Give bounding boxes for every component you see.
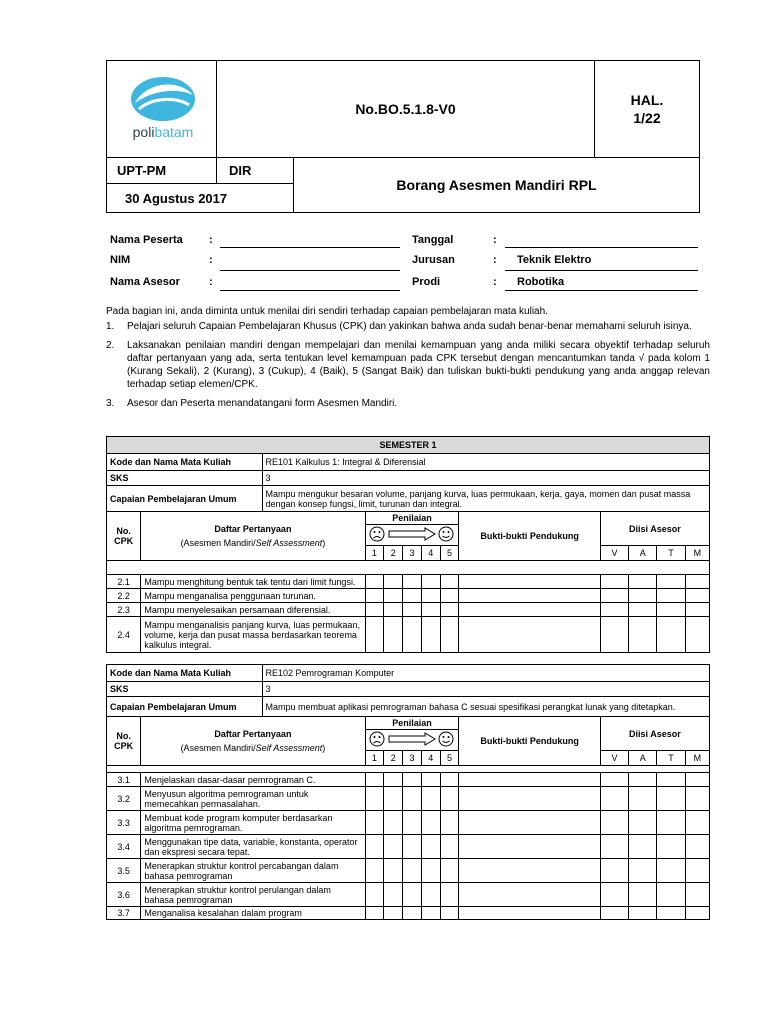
cpk-question: Menggunakan tipe data, variable, konstanta, operator dan ekspresi secara tepat.	[141, 835, 365, 859]
cpk-question: Menerapkan struktur kontrol percabangan dalam bahasa pemrograman	[141, 859, 365, 883]
asesor-cell[interactable]	[600, 835, 628, 859]
prodi-field[interactable]	[505, 290, 698, 291]
score-cell[interactable]	[440, 787, 459, 811]
prodi-value: Robotika	[517, 276, 565, 288]
daftar-header	[141, 717, 365, 766]
score-cell[interactable]	[365, 603, 384, 617]
score-cell[interactable]	[403, 787, 422, 811]
daftar-header	[141, 512, 365, 561]
colon: :	[493, 234, 497, 246]
asesor-cell[interactable]	[629, 883, 657, 907]
asesor-cell[interactable]	[629, 589, 657, 603]
score-cell[interactable]	[440, 589, 459, 603]
label-tanggal: Tanggal	[412, 234, 454, 246]
capaian-label: Capaian Pembelajaran Umum	[107, 486, 263, 512]
score-cell[interactable]	[365, 575, 384, 589]
score-cell[interactable]	[365, 589, 384, 603]
score-5: 5	[440, 751, 459, 766]
score-cell[interactable]	[384, 603, 403, 617]
score-cell[interactable]	[384, 589, 403, 603]
score-cell[interactable]	[384, 811, 403, 835]
document-header	[106, 60, 700, 213]
label-nim: NIM	[110, 254, 131, 266]
vatm-v: V	[600, 546, 628, 561]
no-cpk-line2: CPK	[114, 536, 134, 546]
instruction-number: 3.	[106, 398, 115, 409]
score-3: 3	[403, 751, 422, 766]
score-cell[interactable]	[384, 575, 403, 589]
colon: :	[209, 276, 213, 288]
asesmen-b: Self Assessment	[255, 743, 323, 753]
asesor-cell[interactable]	[600, 617, 628, 653]
sks-value: 3	[262, 682, 709, 697]
score-cell[interactable]	[440, 859, 459, 883]
score-cell[interactable]	[421, 907, 440, 920]
table-row	[107, 859, 710, 883]
sks-label: SKS	[107, 471, 263, 486]
table-row	[107, 835, 710, 859]
asesor-cell[interactable]	[657, 835, 685, 859]
score-cell[interactable]	[421, 859, 440, 883]
capaian-value: Mampu membuat aplikasi pemrograman bahasa C sesuai spesifikasi perangkat lunak yang ditetapkan.	[262, 697, 709, 717]
bukti-header: Bukti-bukti Pendukung	[459, 512, 600, 561]
asesor-cell[interactable]	[629, 773, 657, 787]
cpk-question: Membuat kode program komputer berdasarkan algoritma pemrograman.	[141, 811, 365, 835]
logo-cell	[107, 61, 217, 158]
instructions-lead: Pada bagian ini, anda diminta untuk menilai diri sendiri terhadap capaian pembelajaran mata kuliah.	[106, 306, 548, 317]
sks-value: 3	[262, 471, 709, 486]
table-row	[107, 773, 710, 787]
score-cell[interactable]	[365, 859, 384, 883]
score-cell[interactable]	[421, 589, 440, 603]
course-table-1	[106, 436, 710, 653]
bukti-cell[interactable]	[459, 575, 600, 589]
score-2: 2	[384, 546, 403, 561]
score-1: 1	[365, 751, 384, 766]
asesor-cell[interactable]	[685, 883, 709, 907]
asesor-cell[interactable]	[657, 811, 685, 835]
instruction-item	[106, 397, 710, 410]
asesmen-a: (Asesmen Mandiri/	[180, 743, 256, 753]
asesor-cell[interactable]	[657, 859, 685, 883]
score-2: 2	[384, 751, 403, 766]
score-4: 4	[421, 751, 440, 766]
cpk-number: 2.2	[107, 589, 141, 603]
spacer-row	[107, 766, 710, 773]
jurusan-field[interactable]	[505, 270, 698, 271]
asesor-cell[interactable]	[685, 787, 709, 811]
dir-label: DIR	[217, 158, 294, 184]
logo-text-batam: batam	[153, 123, 193, 140]
asesmen-a: (Asesmen Mandiri/	[180, 538, 256, 548]
page-number: 1/22	[633, 110, 661, 126]
cpk-question: Mampu menghitung bentuk tak tentu dari limit fungsi.	[141, 575, 365, 589]
score-cell[interactable]	[384, 883, 403, 907]
asesor-cell[interactable]	[657, 617, 685, 653]
score-cell[interactable]	[384, 773, 403, 787]
score-4: 4	[421, 546, 440, 561]
kode-value: RE101 Kalkulus 1: Integral & Diferensial	[262, 454, 709, 471]
score-cell[interactable]	[384, 907, 403, 920]
diisi-header: Diisi Asesor	[600, 512, 709, 546]
score-1: 1	[365, 546, 384, 561]
cpk-number: 2.1	[107, 575, 141, 589]
asesor-cell[interactable]	[600, 907, 628, 920]
score-cell[interactable]	[365, 883, 384, 907]
score-cell[interactable]	[365, 907, 384, 920]
vatm-a: A	[629, 751, 657, 766]
asesor-cell[interactable]	[685, 589, 709, 603]
svg-text:polibatam	[132, 124, 193, 140]
score-cell[interactable]	[421, 811, 440, 835]
asesor-cell[interactable]	[685, 907, 709, 920]
score-3: 3	[403, 546, 422, 561]
asesor-cell[interactable]	[685, 617, 709, 653]
score-cell[interactable]	[365, 787, 384, 811]
score-cell[interactable]	[403, 575, 422, 589]
score-cell[interactable]	[440, 603, 459, 617]
tanggal-field[interactable]	[505, 247, 698, 248]
score-cell[interactable]	[421, 883, 440, 907]
document-date: 30 Agustus 2017	[107, 184, 294, 213]
unit-label: UPT-PM	[107, 158, 217, 184]
label-jurusan: Jurusan	[412, 254, 455, 266]
cpk-number: 2.3	[107, 603, 141, 617]
asesor-cell[interactable]	[629, 617, 657, 653]
score-5: 5	[440, 546, 459, 561]
polibatam-logo-icon	[117, 71, 207, 143]
instruction-number: 1.	[106, 321, 115, 332]
asesor-cell[interactable]	[657, 773, 685, 787]
table-row	[107, 603, 710, 617]
doc-number: No.BO.5.1.8-V0	[217, 61, 595, 158]
bukti-cell[interactable]	[459, 859, 600, 883]
score-cell[interactable]	[421, 773, 440, 787]
asesor-cell[interactable]	[685, 575, 709, 589]
table-row	[107, 589, 710, 603]
rating-scale	[365, 525, 459, 546]
asesor-cell[interactable]	[629, 859, 657, 883]
capaian-label: Capaian Pembelajaran Umum	[107, 697, 263, 717]
cpk-question: Menjelaskan dasar-dasar pemrograman C.	[141, 773, 365, 787]
bukti-cell[interactable]	[459, 907, 600, 920]
score-cell[interactable]	[421, 603, 440, 617]
score-cell[interactable]	[365, 773, 384, 787]
score-cell[interactable]	[440, 835, 459, 859]
logo-text-poli: poli	[132, 123, 154, 140]
kode-label: Kode dan Nama Mata Kuliah	[107, 665, 263, 682]
vatm-t: T	[657, 546, 685, 561]
vatm-v: V	[600, 751, 628, 766]
asesor-cell[interactable]	[629, 575, 657, 589]
colon: :	[493, 254, 497, 266]
cpk-number: 3.3	[107, 811, 141, 835]
instruction-item	[106, 339, 710, 391]
sad-to-happy-icon	[369, 526, 455, 542]
spacer-row	[107, 561, 710, 575]
table-row	[107, 811, 710, 835]
form-title: Borang Asesmen Mandiri RPL	[294, 158, 700, 213]
score-cell[interactable]	[440, 883, 459, 907]
asesor-cell[interactable]	[629, 811, 657, 835]
page-cell	[595, 61, 700, 158]
asesmen-c: )	[322, 538, 326, 548]
asesor-cell[interactable]	[657, 575, 685, 589]
instruction-text: Asesor dan Peserta menandatangani form Asesmen Mandiri.	[127, 398, 398, 409]
score-cell[interactable]	[365, 617, 384, 653]
score-cell[interactable]	[365, 835, 384, 859]
cpk-question: Mampu menganalisa penggunaan turunan.	[141, 589, 365, 603]
table-row	[107, 907, 710, 920]
score-cell[interactable]	[440, 907, 459, 920]
asesor-cell[interactable]	[685, 603, 709, 617]
asesor-cell[interactable]	[657, 589, 685, 603]
table-row	[107, 787, 710, 811]
instructions-list	[106, 320, 710, 410]
asesor-cell[interactable]	[600, 883, 628, 907]
colon: :	[493, 276, 497, 288]
score-cell[interactable]	[440, 811, 459, 835]
score-cell[interactable]	[440, 575, 459, 589]
cpk-number: 3.2	[107, 787, 141, 811]
nama-peserta-field[interactable]	[220, 247, 400, 248]
no-cpk-line1: No.	[116, 731, 131, 741]
rating-scale	[365, 730, 459, 751]
vatm-a: A	[629, 546, 657, 561]
bukti-cell[interactable]	[459, 787, 600, 811]
cpk-question: Mampu menyelesaikan persamaan diferensial.	[141, 603, 365, 617]
table-row	[107, 883, 710, 907]
asesor-cell[interactable]	[685, 811, 709, 835]
score-cell[interactable]	[403, 617, 422, 653]
vatm-m: M	[685, 546, 709, 561]
sad-to-happy-icon	[369, 731, 455, 747]
asesor-cell[interactable]	[685, 773, 709, 787]
sks-label: SKS	[107, 682, 263, 697]
vatm-t: T	[657, 751, 685, 766]
score-cell[interactable]	[421, 787, 440, 811]
jurusan-value: Teknik Elektro	[517, 254, 592, 266]
asesor-cell[interactable]	[629, 603, 657, 617]
cpk-number: 2.4	[107, 617, 141, 653]
bukti-cell[interactable]	[459, 603, 600, 617]
nim-field[interactable]	[220, 270, 400, 271]
no-cpk-line2: CPK	[114, 741, 134, 751]
score-cell[interactable]	[403, 907, 422, 920]
instructions	[106, 305, 710, 416]
bukti-cell[interactable]	[459, 617, 600, 653]
daftar-title: Daftar Pertanyaan	[214, 729, 292, 739]
diisi-header: Diisi Asesor	[600, 717, 709, 751]
asesor-cell[interactable]	[600, 811, 628, 835]
score-cell[interactable]	[440, 773, 459, 787]
instruction-text: Pelajari seluruh Capaian Pembelajaran Khusus (CPK) dan yakinkan bahwa anda sudah benar-benar memahami seluruh isinya.	[127, 321, 692, 332]
score-cell[interactable]	[403, 835, 422, 859]
no-cpk-header	[107, 512, 141, 561]
asesor-cell[interactable]	[600, 603, 628, 617]
penilaian-header: Penilaian	[365, 512, 459, 525]
asesor-cell[interactable]	[657, 907, 685, 920]
daftar-subtitle	[144, 743, 361, 753]
table-row	[107, 617, 710, 653]
colon: :	[209, 254, 213, 266]
semester-header: SEMESTER 1	[107, 437, 710, 454]
score-cell[interactable]	[421, 617, 440, 653]
bukti-header: Bukti-bukti Pendukung	[459, 717, 600, 766]
bukti-cell[interactable]	[459, 883, 600, 907]
cpk-number: 3.5	[107, 859, 141, 883]
cpk-number: 3.6	[107, 883, 141, 907]
asesor-cell[interactable]	[600, 859, 628, 883]
cpk-question: Menerapkan struktur kontrol perulangan dalam bahasa pemrograman	[141, 883, 365, 907]
asesor-cell[interactable]	[600, 575, 628, 589]
asesor-cell[interactable]	[600, 773, 628, 787]
score-cell[interactable]	[403, 589, 422, 603]
vatm-m: M	[685, 751, 709, 766]
score-cell[interactable]	[403, 859, 422, 883]
daftar-subtitle	[144, 538, 361, 548]
asesor-cell[interactable]	[657, 787, 685, 811]
asesor-cell[interactable]	[657, 603, 685, 617]
score-cell[interactable]	[403, 883, 422, 907]
colon: :	[209, 234, 213, 246]
asesor-cell[interactable]	[600, 787, 628, 811]
score-cell[interactable]	[421, 835, 440, 859]
no-cpk-header	[107, 717, 141, 766]
cpk-number: 3.1	[107, 773, 141, 787]
label-prodi: Prodi	[412, 276, 441, 288]
nama-asesor-field[interactable]	[220, 290, 400, 291]
course-table-2	[106, 664, 710, 920]
score-cell[interactable]	[384, 859, 403, 883]
instruction-number: 2.	[106, 340, 115, 351]
score-cell[interactable]	[384, 617, 403, 653]
asesmen-b: Self Assessment	[255, 538, 323, 548]
asesor-cell[interactable]	[657, 883, 685, 907]
score-cell[interactable]	[403, 811, 422, 835]
score-cell[interactable]	[440, 617, 459, 653]
score-cell[interactable]	[403, 773, 422, 787]
no-cpk-line1: No.	[116, 526, 131, 536]
bukti-cell[interactable]	[459, 589, 600, 603]
asesor-cell[interactable]	[629, 907, 657, 920]
score-cell[interactable]	[384, 787, 403, 811]
score-cell[interactable]	[384, 835, 403, 859]
daftar-title: Daftar Pertanyaan	[214, 524, 292, 534]
cpk-number: 3.7	[107, 907, 141, 920]
cpk-question: Menyusun algoritma pemrograman untuk memecahkan permasalahan.	[141, 787, 365, 811]
asesmen-c: )	[322, 743, 326, 753]
asesor-cell[interactable]	[600, 589, 628, 603]
asesor-cell[interactable]	[629, 787, 657, 811]
score-cell[interactable]	[421, 575, 440, 589]
cpk-number: 3.4	[107, 835, 141, 859]
label-nama-peserta: Nama Peserta	[110, 234, 183, 246]
score-cell[interactable]	[403, 603, 422, 617]
cpk-question: Menganalisa kesalahan dalam program	[141, 907, 365, 920]
asesor-cell[interactable]	[685, 835, 709, 859]
instruction-item	[106, 320, 710, 333]
bukti-cell[interactable]	[459, 811, 600, 835]
bukti-cell[interactable]	[459, 773, 600, 787]
instruction-text: Laksanakan penilaian mandiri dengan mempelajari dan menilai kemampuan yang anda miliki secara obyektif terhadap seluruh daftar pertanyaan yang ada, serta tentukan level kemampuan pada CPK tersebut dengan mencantumkan tanda √ pada kolom 1 (Kurang Sekali), 2 (Kurang), 3 (Cukup), 4 (Baik), 5 (Sangat Baik) dan tuliskan bukti-bukti pendukung yang anda anggap relevan terhadap setiap elemen/CPK.	[127, 340, 710, 390]
asesor-cell[interactable]	[685, 859, 709, 883]
cpk-question: Mampu menganalisis panjang kurva, luas permukaan, volume, kerja dan pusat massa berdasarkan teorema kalkulus integral.	[141, 617, 365, 653]
bukti-cell[interactable]	[459, 835, 600, 859]
table-row	[107, 575, 710, 589]
score-cell[interactable]	[365, 811, 384, 835]
penilaian-header: Penilaian	[365, 717, 459, 730]
asesor-cell[interactable]	[629, 835, 657, 859]
kode-label: Kode dan Nama Mata Kuliah	[107, 454, 263, 471]
label-nama-asesor: Nama Asesor	[110, 276, 180, 288]
page-label: HAL.	[630, 92, 664, 108]
kode-value: RE102 Pemrograman Komputer	[262, 665, 709, 682]
capaian-value: Mampu mengukur besaran volume, panjang kurva, luas permukaan, kerja, gaya, momen dan pusat massa dengan konsep fungsi, limit, turunan dan integral.	[262, 486, 709, 512]
